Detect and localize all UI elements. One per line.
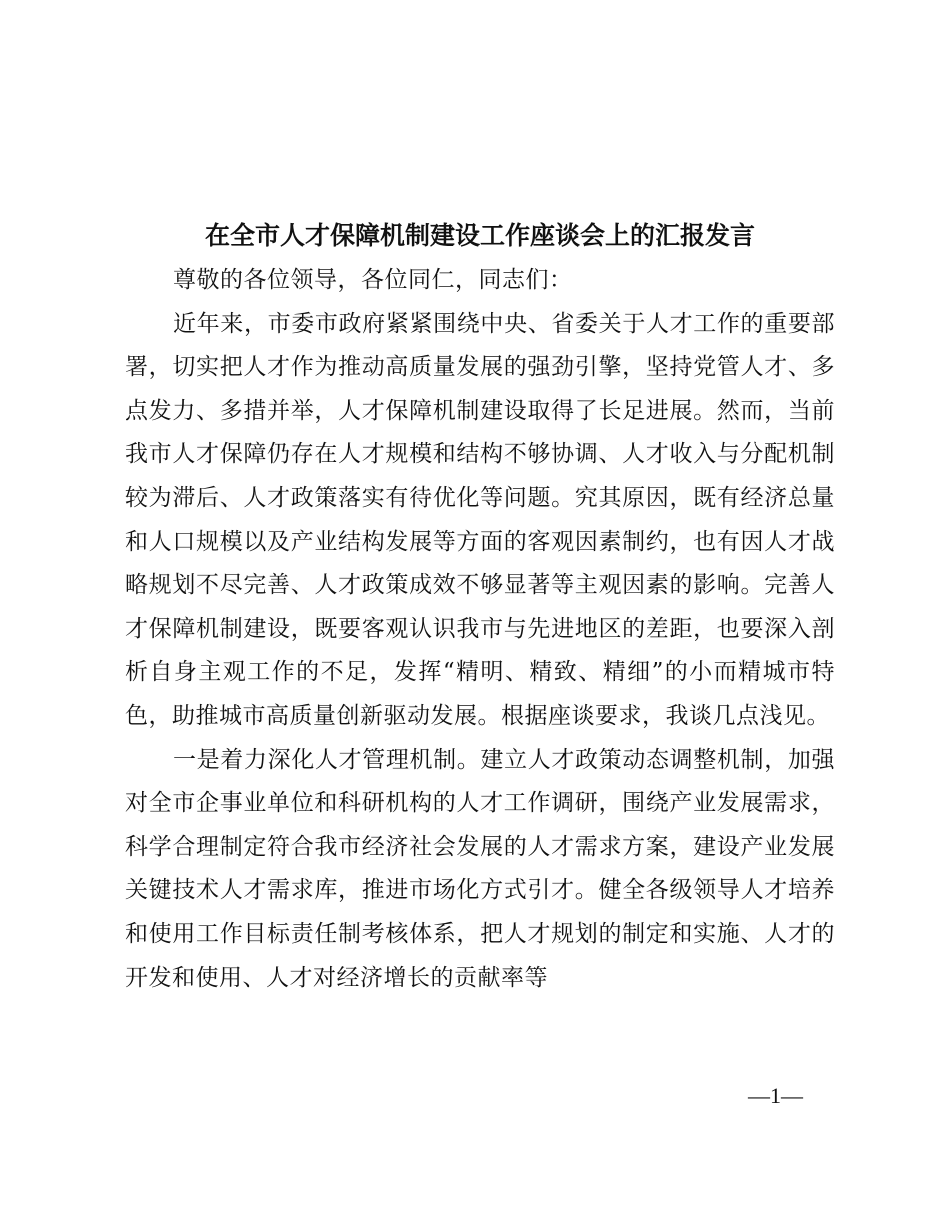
salutation: 尊敬的各位领导，各位同仁，同志们： [173,267,573,293]
paragraph-point-one: 一是着力深化人才管理机制。建立人才政策动态调整机制，加强对全市企事业单位和科研机构的人才工作调研，围绕产业发展需求，科学合理制定符合我市经济社会发展的人才需求方案，建设产业发展关键技术人才需求库，推进市场化方式引才。健全各级领导人才培养和使用工作目标责任制考核体系，把人才规划的制定和实施、人才的开发和使用、人才对经济增长的贡献率等 [125,746,835,991]
document-title: 在全市人才保障机制建设工作座谈会上的汇报发言 [204,221,755,250]
document-body [125,259,835,1000]
page-number: —1— [748,1083,803,1108]
paragraph-intro: 近年来，市委市政府紧紧围绕中央、省委关于人才工作的重要部署，切实把人才作为推动高质量发展的强劲引擎，坚持党管人才、多点发力、多措并举，人才保障机制建设取得了长足进展。然而，当前我市人才保障仍存在人才规模和结构不够协调、人才收入与分配机制较为滞后、人才政策落实有待优化等问题。究其原因，既有经济总量和人口规模以及产业结构发展等方面的客观因素制约，也有因人才战略规划不尽完善、人才政策成效不够显著等主观因素的影响。完善人才保障机制建设，既要客观认识我市与先进地区的差距，也要深入剖析自身主观工作的不足，发挥“精明、精致、精细”的小而精城市特色，助推城市高质量创新驱动发展。根据座谈要求，我谈几点浅见。 [125,310,835,729]
